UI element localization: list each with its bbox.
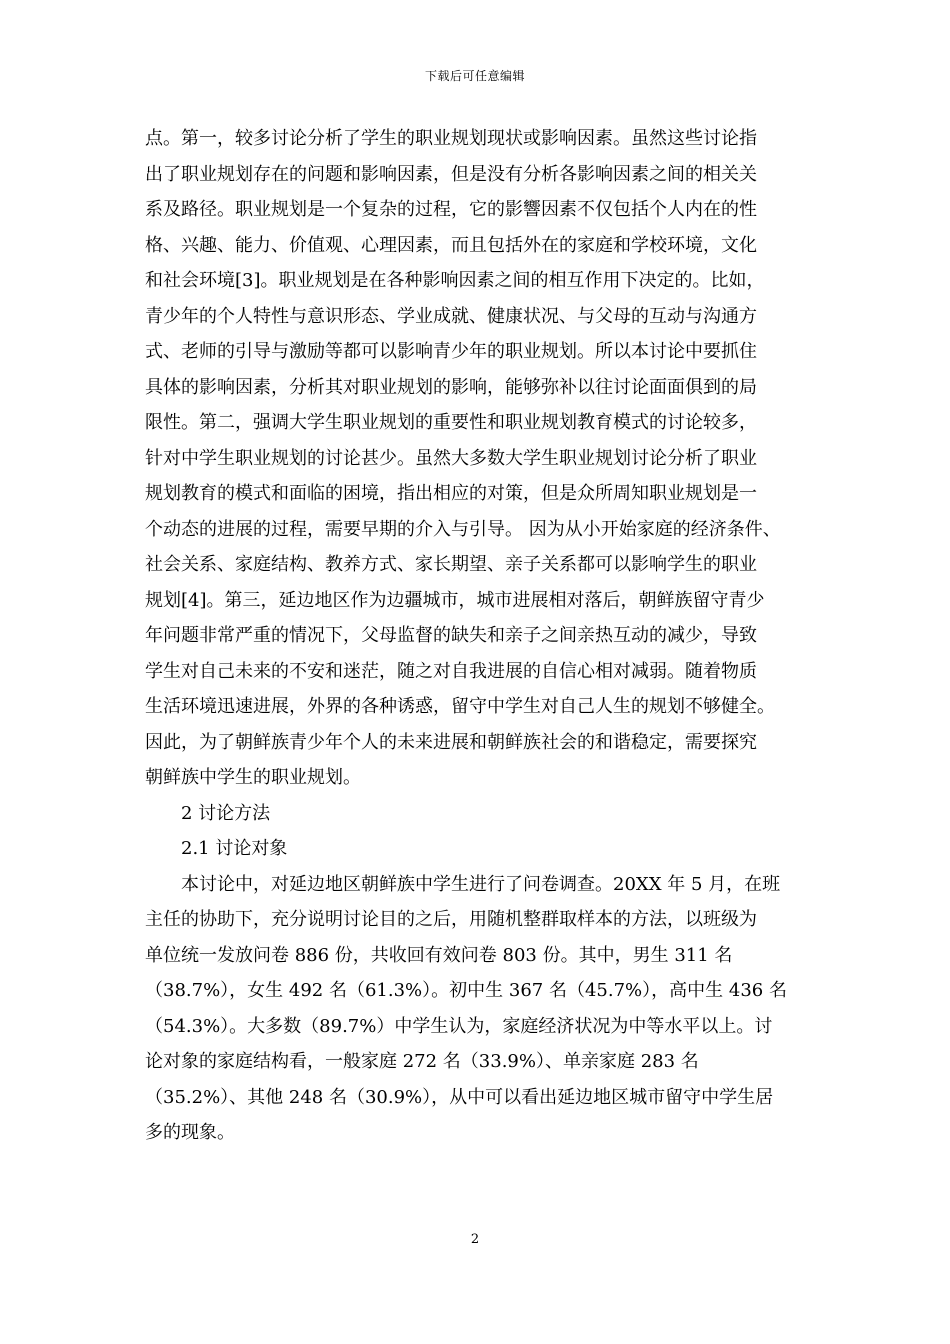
paragraph-line: 具体的影响因素，分析其对职业规划的影响，能够弥补以往讨论面面俱到的局 (145, 376, 757, 398)
paragraph-line: 因此，为了朝鲜族青少年个人的未来进展和朝鲜族社会的和谐稳定，需要探究 (145, 731, 757, 753)
paragraph-line: 针对中学生职业规划的讨论甚少。虽然大多数大学生职业规划讨论分析了职业 (145, 447, 757, 469)
paragraph-line: 多的现象。 (145, 1122, 235, 1143)
paragraph-line: 和社会环境[3]。职业规划是在各种影响因素之间的相互作用下决定的。比如， (145, 270, 765, 291)
section-heading: 2 讨论方法 (181, 802, 271, 824)
paragraph-line: 规划[4]。第三，延边地区作为边疆城市，城市进展相对落后，朝鲜族留守青少 (145, 589, 765, 611)
paragraph-line: 学生对自己未来的不安和迷茫，随之对自我进展的自信心相对减弱。随着物质 (145, 660, 757, 682)
paragraph-line: 单位统一发放问卷 886 份，共收回有效问卷 803 份。其中，男生 311 名 (145, 944, 733, 966)
paragraph-line: 出了职业规划存在的问题和影响因素，但是没有分析各影响因素之间的相关关 (145, 163, 757, 185)
paragraph-line: 生活环境迅速进展，外界的各种诱惑，留守中学生对自己人生的规划不够健全。 (145, 696, 775, 717)
paragraph-line: 论对象的家庭结构看，一般家庭 272 名（33.9%）、单亲家庭 283 名 (145, 1051, 699, 1072)
paragraph-line: 规划教育的模式和面临的困境，指出相应的对策，但是众所周知职业规划是一 (145, 483, 757, 504)
paragraph-line: 年问题非常严重的情况下，父母监督的缺失和亲子之间亲热互动的减少，导致 (145, 625, 757, 646)
paragraph-line: 系及路径。职业规划是一个复杂的过程，它的影響因素不仅包括个人内在的性 (145, 199, 757, 220)
subsection-heading: 2.1 讨论对象 (181, 838, 288, 859)
paragraph-line: 点。第一，较多讨论分析了学生的职业规划现状或影响因素。虽然这些讨论指 (145, 128, 757, 149)
document-body (145, 121, 809, 1151)
paragraph-line: 限性。第二，强调大学生职业规划的重要性和职业规划教育模式的讨论较多， (145, 412, 757, 433)
paragraph-line: 社会关系、家庭结构、教养方式、家长期望、亲子关系都可以影响学生的职业 (145, 554, 757, 575)
page-number: 2 (470, 1232, 480, 1247)
paragraph-line: （38.7%），女生 492 名（61.3%）。初中生 367 名（45.7%），高中生 436 名 (145, 980, 787, 1001)
paragraph-line: 式、老师的引导与激励等都可以影响青少年的职业规划。所以本讨论中要抓住 (145, 341, 757, 362)
paragraph-line: （35.2%）、其他 248 名（30.9%），从中可以看出延边地区城市留守中学生居 (145, 1086, 774, 1108)
paragraph-line: 个动态的进展的过程，需要早期的介入与引导。 因为从小开始家庭的经济条件、 (145, 518, 781, 540)
paragraph-line: （54.3%）。大多数（89.7%）中学生认为，家庭经济状况为中等水平以上。讨 (145, 1015, 773, 1037)
page-header: 下载后可任意编辑 (424, 69, 525, 83)
paragraph-line: 格、兴趣、能力、价值观、心理因素，而且包括外在的家庭和学校环境，文化 (145, 234, 757, 256)
paragraph-line: 主任的协助下，充分说明讨论目的之后，用随机整群取样本的方法，以班级为 (145, 909, 757, 930)
paragraph-line: 青少年的个人特性与意识形态、学业成就、健康状况、与父母的互动与沟通方 (145, 305, 757, 327)
paragraph-line: 本讨论中，对延边地区朝鲜族中学生进行了问卷调查。20XX 年 5 月，在班 (181, 873, 781, 895)
paragraph-line: 朝鲜族中学生的职业规划。 (145, 767, 361, 788)
